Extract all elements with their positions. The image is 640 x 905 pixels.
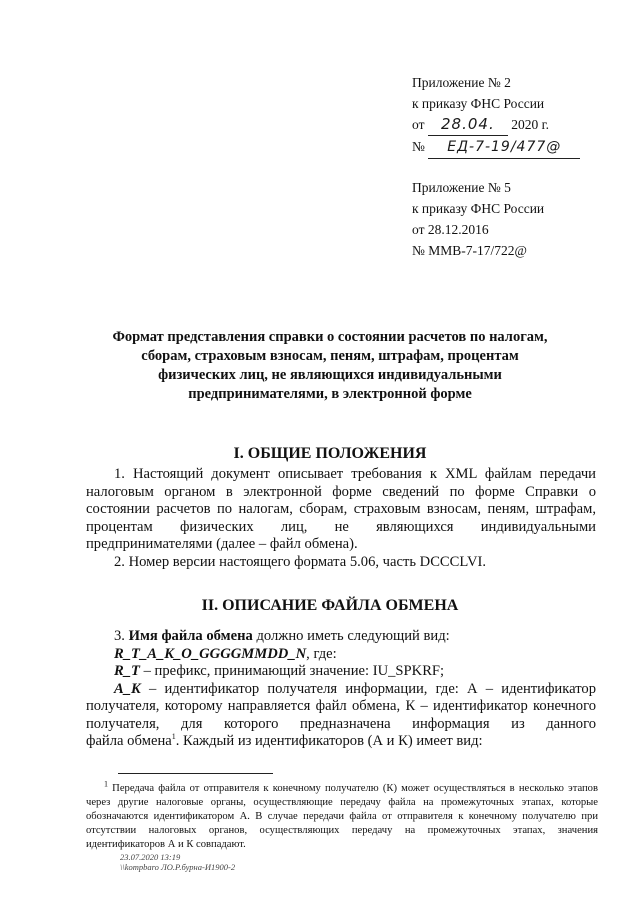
paragraph-3-number: 3.: [114, 628, 125, 644]
filename-suffix: , где:: [306, 645, 337, 662]
footnote-paragraph: [86, 779, 598, 852]
rt-description: – префикс, принимающий значение: IU_SPKRF;: [143, 663, 445, 679]
title-line-1: Формат представления справки о состоянии расчетов по налогам,: [112, 329, 548, 345]
footnote-separator: [118, 773, 273, 774]
section-1-heading: I. ОБЩИЕ ПОЛОЖЕНИЯ: [233, 445, 427, 462]
paragraph-2: 2. Номер версии настоящего формата 5.06, часть DCCCLVI.: [114, 553, 487, 570]
appendix-new-line2: к приказу ФНС России: [412, 96, 545, 111]
appendix-new-num-label: №: [412, 139, 425, 154]
appendix-new-from-label: от: [412, 117, 425, 132]
title-line-2: сборам, страховым взносам, пеням, штрафам, процентам: [141, 348, 519, 364]
appendix-new-number-line: [412, 136, 627, 159]
ak-last-part-b: . Каждый из идентификаторов (А и К) имеет вид:: [175, 733, 483, 749]
title-line-3: физических лиц, не являющихся индивидуальными: [158, 367, 502, 383]
filename-pattern: R_T_A_K_O_GGGGMMDD_N: [114, 645, 307, 662]
footnote-reference[interactable]: 1: [171, 732, 176, 742]
paragraph-3-bold-term: Имя файла обмена: [128, 628, 253, 644]
document-title: [90, 328, 570, 404]
rt-term: R_T: [114, 663, 140, 679]
ak-definition-last-line: [86, 733, 596, 751]
print-stamp-date: 23.07.2020 13:19: [120, 852, 181, 862]
appendix-old-line3: от 28.12.2016: [412, 222, 489, 237]
filename-pattern-line: [86, 646, 596, 664]
appendix-old-line2: к приказу ФНС России: [412, 201, 545, 216]
appendix-old-line1: Приложение № 5: [412, 180, 511, 195]
handwritten-number: ЕД-7-19/477@: [428, 137, 580, 159]
print-stamp-path: \\kompbaro ЛО.Р.бурна-И1900-2: [120, 862, 236, 872]
section-2-heading: II. ОПИСАНИЕ ФАЙЛА ОБМЕНА: [201, 597, 459, 614]
rt-definition: [86, 663, 596, 681]
paragraph-3-rest: должно иметь следующий вид:: [256, 628, 450, 644]
section-2-body: [86, 628, 596, 751]
footnote-text: Передача файла от отправителя к конечному получателю (К) может осуществляться в несколько этапов через другие налоговые органы, осуществляющие передачу файла на промежуточных этапах, которые обозначаются идентификатором А. В случае передачи файла от отправителя к конечному получателю при отсутствии налоговых органов, осуществляющих передачу на промежуточных этапах, значения идентификаторов А и К совпадают.: [86, 783, 598, 850]
section-1-body: [86, 466, 596, 571]
title-line-4: предпринимателями, в электронной форме: [188, 386, 472, 402]
appendix-new-order: [412, 72, 627, 159]
appendix-old-line4: № ММВ-7-17/722@: [412, 243, 527, 258]
paragraph-3: [86, 628, 596, 646]
ak-term: A_K: [114, 680, 141, 697]
footnote-marker: 1: [104, 779, 108, 789]
appendix-new-date-line: [412, 114, 627, 136]
ak-last-part-a: файла обмена: [86, 733, 172, 749]
ak-definition: [86, 681, 596, 734]
paragraph-1-last-line: предпринимателями (далее – файл обмена).: [86, 536, 358, 552]
appendix-old-order: [412, 177, 627, 261]
appendix-new-line1: Приложение № 2: [412, 75, 511, 90]
footnote: [86, 779, 598, 852]
ak-description: – идентификатор получателя информации, где: А – идентификатор получателя, которому направляется файл обмена, К – идентификатор конечного получателя, для которого предназначена информация из данного: [86, 680, 596, 732]
appendix-new-year: 2020 г.: [511, 117, 549, 132]
paragraph-1: 1. Настоящий документ описывает требования к XML файлам передачи налоговым органом в электронной форме сведений по форме Справки о состоянии расчетов по налогам, сборам, страховым взносам, пеням, штрафам, процентам физических лиц, не являющихся индивидуальными: [86, 466, 596, 535]
handwritten-date: 28.04.: [428, 114, 508, 136]
